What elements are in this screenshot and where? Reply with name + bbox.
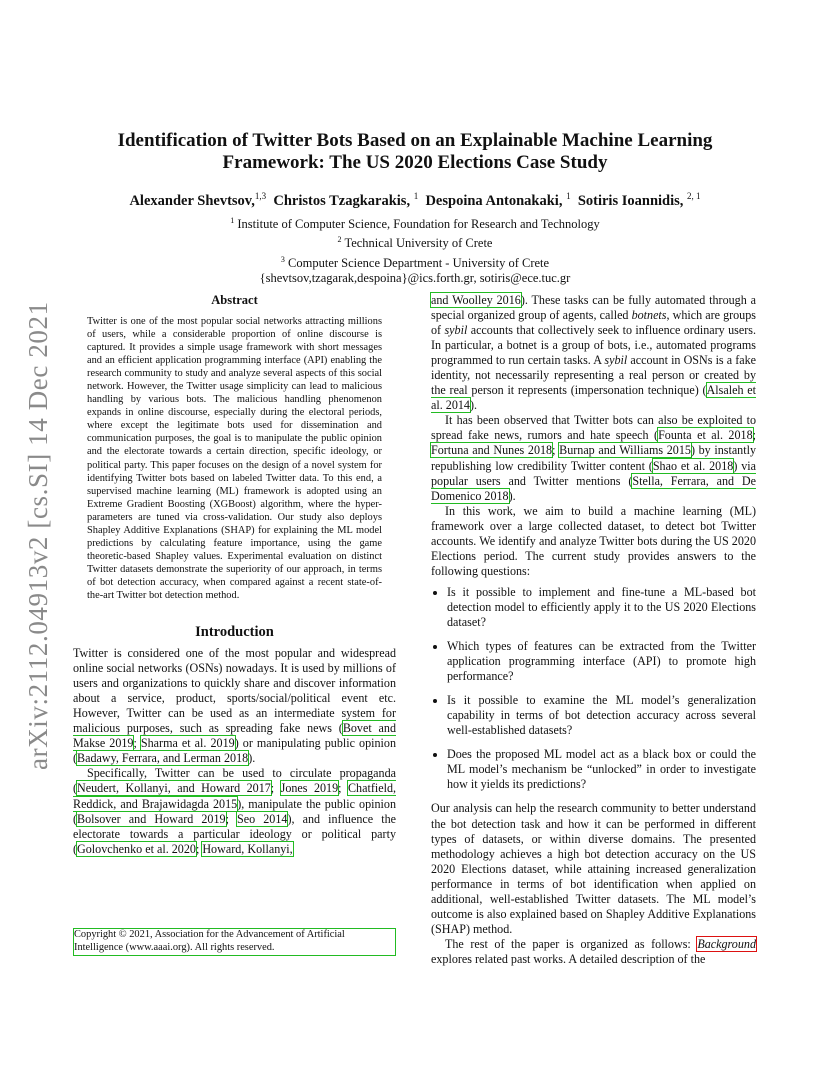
right-paragraph-2: It has been observed that Twitter bots can also be exploited to spread fake news, rumors and hate speech (Founta et al. 2018; Fortuna and Nunes 2018; Burnap and Williams 2015) by instantly republishing low credibility Twitter content (Shao et al. 2018) via popular users and Twitter mentions (Stella, Ferrara, and De Domenico 2018).: [431, 413, 756, 503]
author-name: Despoina Antonakaki,: [425, 192, 563, 209]
author-list: [60, 191, 770, 210]
citation-link[interactable]: Golovchenko et al. 2020: [77, 841, 196, 856]
right-paragraph-3: In this work, we aim to build a machine learning (ML) framework over a large collected dataset, to detect bot Twitter accounts. We identify and analyze Twitter bots during the US 2020 Elections period. The current study provides answers to the following questions:: [431, 503, 756, 578]
list-item: • Which types of features can be extracted from the Twitter application programming interface (API) to promote high performance?: [447, 639, 756, 684]
author-affiliation-mark: 2, 1: [687, 191, 701, 201]
list-item: • Is it possible to implement and fine-tune a ML-based bot detection model to efficiently apply it to the US 2020 Elections dataset?: [447, 585, 756, 630]
right-paragraph-4: Our analysis can help the research community to better understand the bot detection task and how it can be performed in different types of datasets, or within diverse domains. The presented methodology achieves a high bot detection accuracy on the US 2020 Elections dataset, while attaining increased generalization performance in terms of bot identification when applied on additional, well-established Twitter datasets. The ML model’s outcome is also explained based on Shapley Additive Explanations (SHAP) method.: [431, 801, 756, 936]
citation-link[interactable]: Burnap and Williams 2015: [559, 443, 691, 458]
affiliation-line: $^3$ Computer Science Department - University of Crete: [280, 254, 550, 270]
citation-link[interactable]: Bolsover and Howard 2019: [77, 811, 226, 826]
citation-link[interactable]: Shao et al. 2018: [652, 458, 734, 473]
citation-link[interactable]: Badawy, Ferrara, and Lerman 2018: [77, 751, 249, 766]
intro-paragraph-2: Specifically, Twitter can be used to circulate propaganda (Neudert, Kollanyi, and Howard 2017; Jones 2019; Chatfield, Reddick, and Brajawidagda 2015), manipulate the public opinion (Bolsover and Howard 2019; Seo 2014), and influence the electorate towards a particular ideology or political party (Golovchenko et al. 2020; Howard, Kollanyi,: [73, 766, 397, 856]
list-item: • Is it possible to examine the ML model’s generalization capability in terms of bot detection accuracy across several well-established datasets?: [447, 693, 756, 738]
author-name: Alexander Shevtsov,: [129, 192, 255, 209]
right-column: [431, 293, 756, 967]
citation-link[interactable]: Stella, Ferrara, and De Domenico 2018: [431, 473, 756, 503]
citation-link[interactable]: Fortuna and Nunes 2018: [431, 443, 553, 458]
left-column: [73, 293, 396, 857]
abstract-heading: Abstract: [211, 293, 258, 307]
author-affiliation-mark: 1: [566, 191, 571, 201]
author-affiliation-mark: 1,3: [254, 191, 267, 201]
citation-link[interactable]: Founta et al. 2018: [658, 428, 753, 443]
author-affiliation-mark: 1: [413, 191, 419, 201]
author-name: Christos Tzagkarakis,: [273, 192, 411, 209]
arxiv-identifier: arXiv:2112.04913v2 [cs.SI] 14 Dec 2021: [23, 301, 53, 770]
author-name: Sotiris Ioannidis,: [577, 192, 684, 209]
right-paragraph-5: The rest of the paper is organized as follows: Background explores related past works. A detailed description of the: [431, 936, 756, 966]
right-paragraph-1: and Woolley 2016). These tasks can be fully automated through a special organized group of agents, called botnets, which are groups of sybil accounts that collectively seek to influence ordinary users. In particular, a botnet is a group of bots, i.e., automated programs programmed to run certain tasks. A sybil account in OSNs is a fake identity, not necessarily representing a real person or created by the real person it represents (impersonation technique) (Alsaleh et al. 2014).: [431, 293, 757, 413]
citation-link[interactable]: Seo 2014: [237, 811, 288, 826]
citation-link[interactable]: Alsaleh et al. 2014: [431, 383, 756, 413]
affiliation-line: $^1$ Institute of Computer Science, Foundation for Research and Technology: [230, 216, 600, 232]
intro-paragraph-1: Twitter is considered one of the most popular and widespread online social networks (OSNs) nowadays. It is used by millions of users and organizations to quickly share and discover information about a service, product, sports/social/political event etc. However, Twitter can be used as an intermediate system for malicious purposes, such as spreading fake news (Bovet and Makse 2019; Sharma et al. 2019) or manipulating public opinion (Badawy, Ferrara, and Lerman 2018).: [73, 646, 397, 766]
affiliation-line: $^2$ Technical University of Crete: [337, 235, 493, 251]
citation-link[interactable]: Neudert, Kollanyi, and Howard 2017: [77, 781, 271, 796]
citation-link[interactable]: Chatfield, Reddick, and Brajawidagda 2015: [73, 781, 397, 811]
section-reference-link[interactable]: Background: [697, 936, 756, 951]
citation-link[interactable]: Jones 2019: [280, 781, 339, 796]
citation-link[interactable]: Bovet and Makse 2019: [73, 721, 396, 751]
paper-title: Identification of Twitter Bots Based on an Explainable Machine Learning Framework: The US 2020 Elections Case Study: [117, 130, 713, 173]
copyright-notice[interactable]: Copyright © 2021, Association for the Advancement of Artificial Intelligence (www.aaai.org). All rights reserved.: [73, 928, 396, 956]
citation-link[interactable]: Howard, Kollanyi,: [202, 841, 293, 856]
research-questions-list: [431, 585, 756, 793]
list-item: • Does the proposed ML model act as a black box or could the ML model’s mechanism be “unlocked” in order to investigate how it yields its predictions?: [447, 747, 756, 792]
citation-link[interactable]: and Woolley 2016: [431, 293, 521, 307]
author-emails: {shevtsov,tzagarak,despoina}@ics.forth.gr, sotiris@ece.tuc.gr: [259, 271, 571, 286]
citation-link[interactable]: Sharma et al. 2019: [140, 736, 235, 751]
abstract-text: Twitter is one of the most popular social networks attracting millions of users, while a considerable proportion of online discourse is captured. It provides a simple usage framework with short messages and an efficient application programming interface (API) enabling the research community to study and analyze several aspects of this social network. However, the Twitter usage simplicity can lead to malicious handling by various bots. The malicious handling phenomenon expands in online discourse, especially during the electoral periods, where except the legitimate bots used for dissemination and communication purposes, the goal is to manipulate the public opinion and the electorate towards a certain direction, specific ideology, or political party. This paper focuses on the design of a novel system for identifying Twitter bots based on labeled Twitter data. To this end, a supervised machine learning (ML) framework is adopted using an Extreme Gradient Boosting (XGBoost) algorithm, where the hyper-parameters are tuned via cross-validation. Our study also deploys Shapley Additive Explanations (SHAP) for explaining the ML model predictions by calculating feature importance, using the game theoretic-based Shapley values. Experimental evaluation on distinct Twitter datasets demonstrate the superiority of our approach, in terms of bot detection accuracy, when compared against a recent state-of-the-art Twitter bot detection method.: [87, 316, 382, 601]
affiliations: [60, 213, 770, 286]
introduction-heading: Introduction: [195, 624, 274, 641]
